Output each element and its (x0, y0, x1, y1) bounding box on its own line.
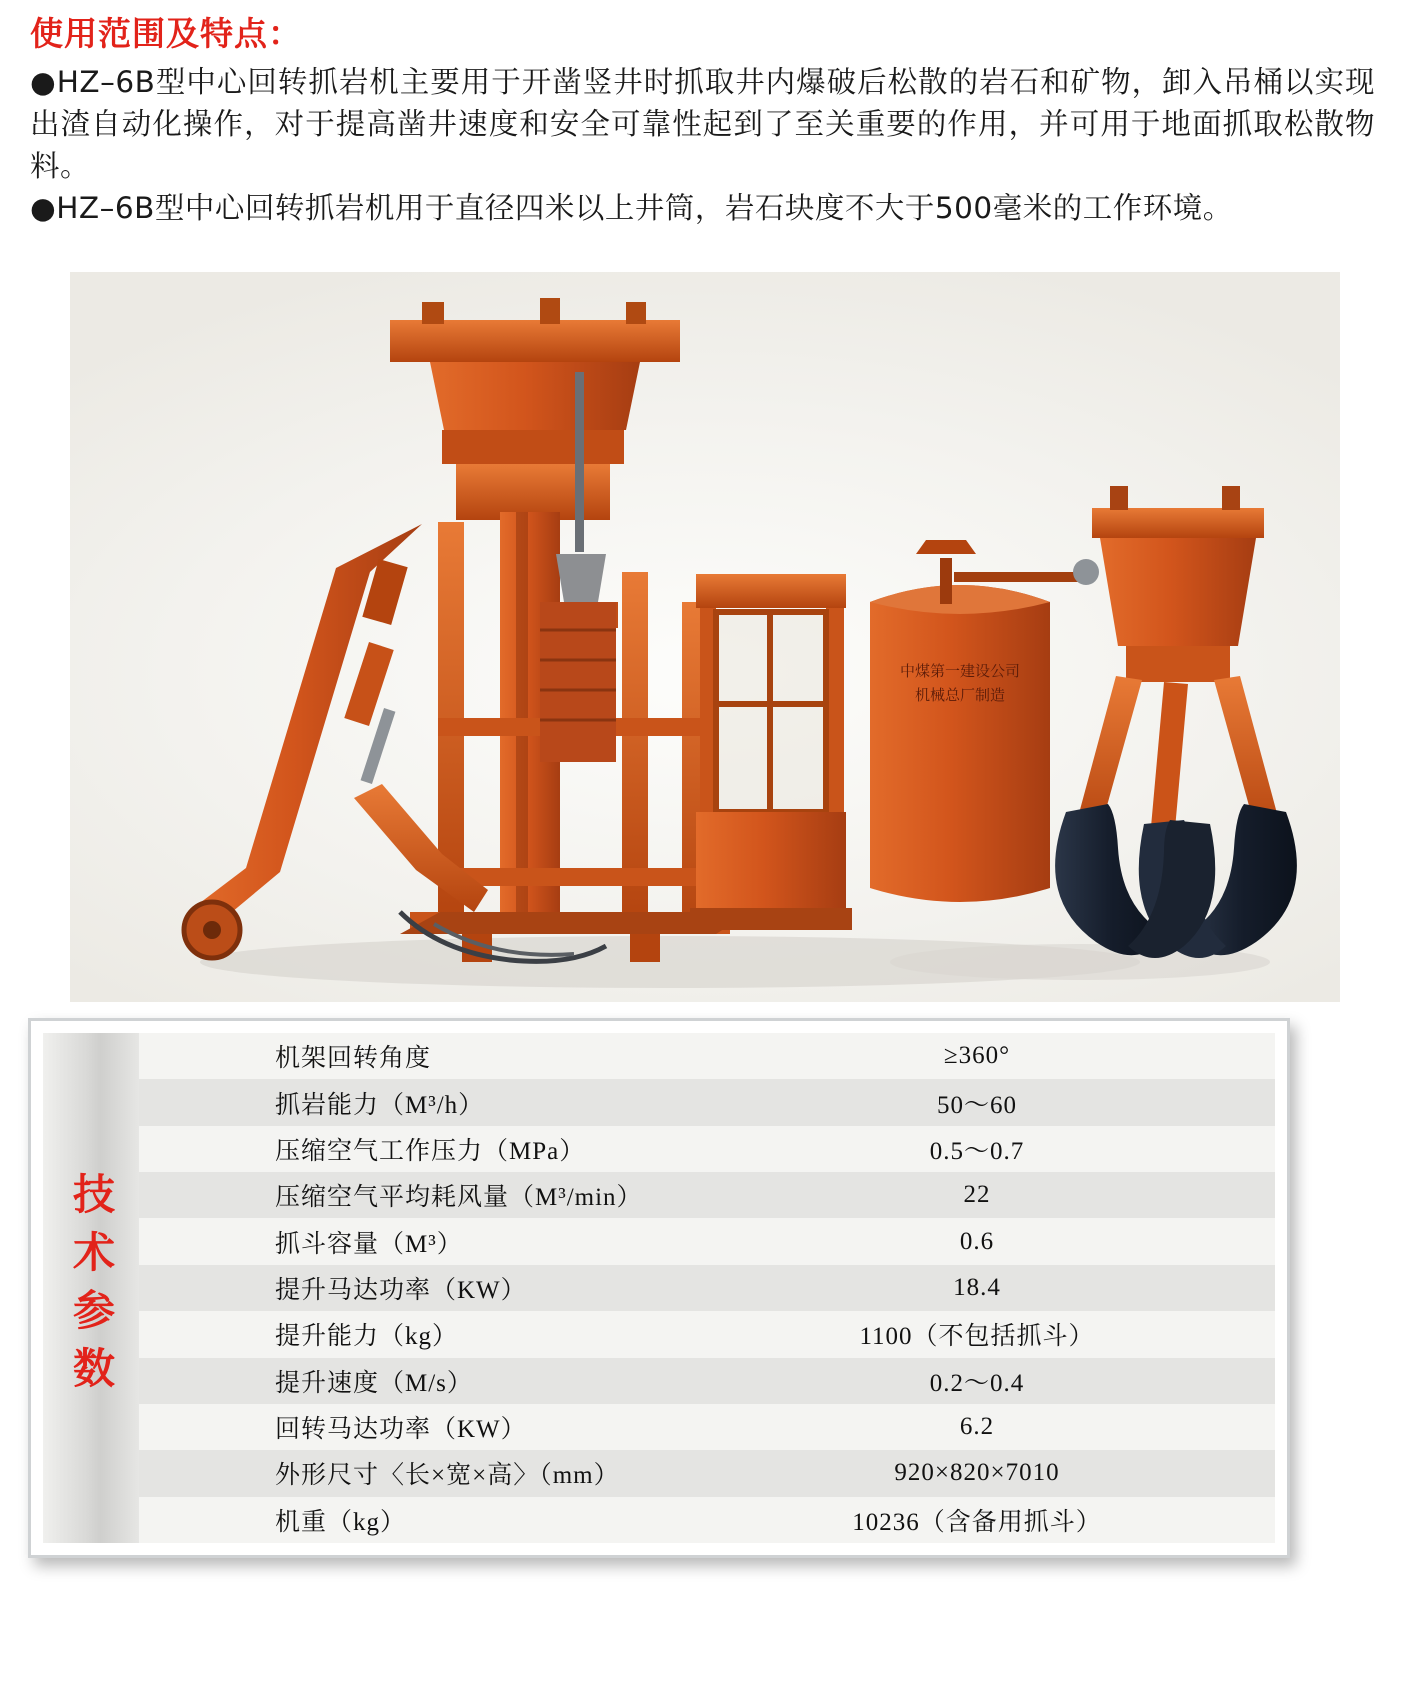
spec-value: 22 (963, 1181, 991, 1209)
table-row (139, 1311, 1275, 1357)
table-row (139, 1033, 1275, 1079)
table-row (139, 1497, 1275, 1543)
tank-brand-line-1: 中煤第一建设公司 (899, 662, 1021, 680)
spec-value: 0.2～0.4 (929, 1369, 1025, 1397)
table-row (139, 1358, 1275, 1404)
table-row (139, 1079, 1275, 1125)
spec-value: 6.2 (959, 1413, 995, 1441)
spec-value: 18.4 (953, 1273, 1001, 1301)
table-row (139, 1218, 1275, 1264)
spec-name: 抓岩能力（M³/h） (275, 1091, 485, 1119)
spec-rows (139, 1033, 1275, 1543)
page-title: 使用范围及特点： (30, 14, 302, 53)
table-row (139, 1404, 1275, 1450)
machine-illustration (70, 272, 1340, 1002)
table-row (139, 1172, 1275, 1218)
spec-value: ≥360° (943, 1042, 1011, 1070)
spec-value: 10236（含备用抓斗） (852, 1508, 1102, 1536)
table-row (139, 1126, 1275, 1172)
spec-name: 提升马达功率（KW） (275, 1276, 527, 1304)
spec-name: 提升能力（kg） (275, 1323, 459, 1351)
technical-parameters-panel (28, 1018, 1290, 1558)
spec-name: 压缩空气工作压力（MPa） (275, 1137, 586, 1165)
spec-value: 0.6 (959, 1227, 995, 1255)
spec-side-label (43, 1033, 139, 1543)
spec-name: 抓斗容量（M³） (275, 1230, 463, 1258)
table-row (139, 1450, 1275, 1496)
intro-paragraph-1: ●HZ–6B型中心回转抓岩机主要用于开凿竖井时抓取井内爆破后松散的岩石和矿物，卸入吊桶以实现出渣自动化操作，对于提高凿井速度和安全可靠性起到了至关重要的作用，并可用于地面抓取松散物料。 (30, 65, 1375, 183)
spec-value: 920×820×7010 (894, 1459, 1060, 1487)
spec-value: 1100（不包括抓斗） (859, 1323, 1095, 1351)
table-row (139, 1265, 1275, 1311)
spec-name: 外形尺寸〈长×宽×高〉（mm） (275, 1462, 620, 1490)
spec-value: 0.5～0.7 (929, 1137, 1025, 1165)
spec-name: 提升速度（M/s） (275, 1369, 473, 1397)
intro-paragraph-2: ●HZ–6B型中心回转抓岩机用于直径四米以上井筒，岩石块度不大于500毫米的工作环境。 (30, 191, 1233, 225)
spec-name: 机架回转角度 (275, 1045, 432, 1073)
product-photo (70, 272, 1340, 1002)
spec-name: 压缩空气平均耗风量（M³/min） (275, 1184, 643, 1212)
spec-side-label-text: 技术参数 (67, 1172, 116, 1404)
tank-brand-line-2: 机械总厂制造 (914, 686, 1006, 704)
spec-name: 机重（kg） (275, 1508, 407, 1536)
spec-value: 50～60 (936, 1091, 1017, 1119)
intro-section (30, 8, 1375, 229)
spec-name: 回转马达功率（KW） (275, 1416, 527, 1444)
